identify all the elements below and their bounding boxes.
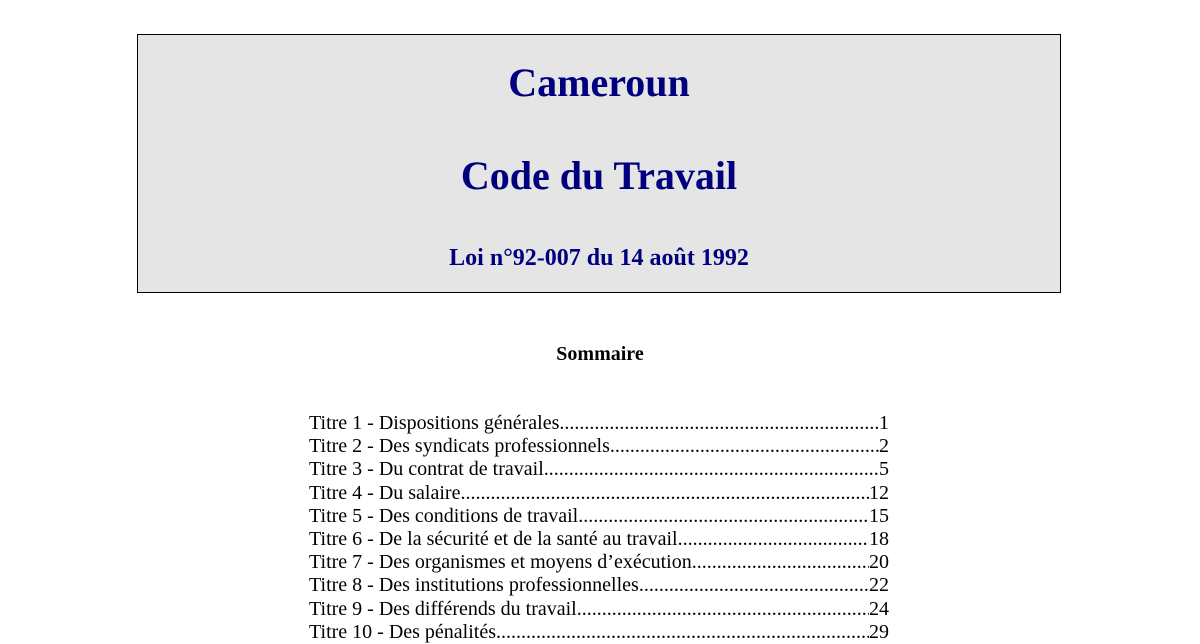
toc-entry-label: Titre 5 - Des conditions de travail [309,504,579,527]
toc-entry[interactable] [309,551,889,574]
toc-leader-dots [678,528,869,551]
toc-leader-dots [496,621,869,644]
toc-entry-label: Titre 6 - De la sécurité et de la santé au travail [309,527,678,550]
toc-entry[interactable] [309,528,889,551]
toc-leader-dots [639,574,869,597]
toc-entry-page: 12 [869,481,889,504]
toc-entry[interactable] [309,458,889,481]
toc-entry-page: 22 [869,574,889,597]
toc-leader-dots [460,482,869,505]
toc-entry[interactable] [309,435,889,458]
toc-entry-page: 1 [879,412,889,434]
toc-leader-dots [577,598,869,621]
toc-entry-label: Titre 9 - Des différends du travail [309,597,577,620]
toc-entry[interactable] [309,412,889,435]
toc-entry-label: Titre 10 - Des pénalités [309,620,497,643]
toc-leader-dots [692,551,869,574]
toc-entry-label: Titre 8 - Des institutions professionnelles [309,574,639,597]
toc-leader-dots [559,412,879,435]
toc-entry[interactable] [309,621,889,644]
toc-entry[interactable] [309,505,889,528]
toc-entry-page: 2 [879,435,889,458]
toc-entry[interactable] [309,482,889,505]
toc-entry-page: 20 [869,551,889,574]
summary-heading: Sommaire [556,343,644,365]
law-reference: Loi n°92-007 du 14 août 1992 [449,245,749,271]
toc-leader-dots [578,505,869,528]
toc-entry[interactable] [309,598,889,621]
title-box [137,34,1061,293]
toc-entry-label: Titre 4 - Du salaire [309,481,461,504]
toc-entry-label: Titre 1 - Dispositions générales [309,412,560,434]
toc-entry[interactable] [309,574,889,597]
toc-entry-page: 18 [869,527,889,550]
country-heading: Cameroun [508,60,690,105]
toc-entry-page: 15 [869,504,889,527]
toc-entry-page: 5 [879,458,889,481]
table-of-contents [309,412,889,644]
toc-leader-dots [610,435,879,458]
toc-entry-page: 24 [869,597,889,620]
toc-entry-label: Titre 3 - Du contrat de travail [309,458,544,481]
document-title: Code du Travail [460,153,738,198]
toc-entry-label: Titre 2 - Des syndicats professionnels [309,435,610,458]
toc-entry-page: 29 [869,620,889,643]
toc-leader-dots [544,458,879,481]
toc-entry-label: Titre 7 - Des organismes et moyens d’exécution [309,551,692,574]
